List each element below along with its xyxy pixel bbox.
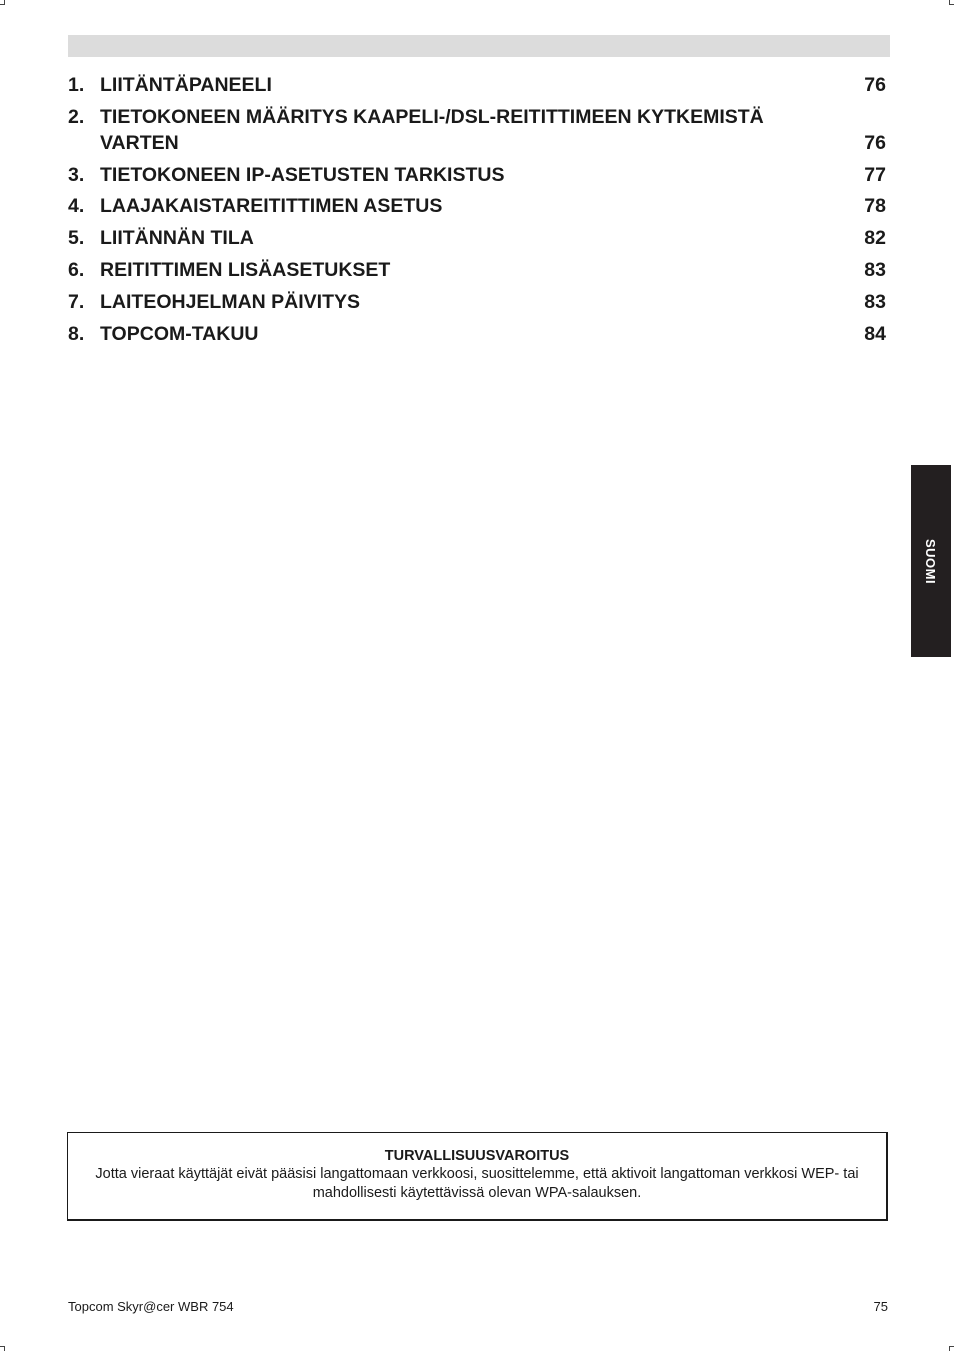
toc-entry-number: 4.: [68, 195, 85, 218]
toc-entry[interactable]: [68, 72, 888, 98]
toc-entry-number: 3.: [68, 163, 85, 186]
toc-entry-number: 8.: [68, 322, 85, 345]
toc-entry-number: 5.: [68, 227, 85, 250]
toc-entry-page: 76: [864, 74, 886, 96]
toc-entry-title: LIITÄNTÄPANEELI: [100, 74, 272, 96]
warning-text: Jotta vieraat käyttäjät eivät pääsisi langattomaan verkkoosi, suosittelemme, että aktivoit langattoman verkkosi WEP- tai mahdollisesti käytettävissä olevan WPA-salauksen.: [95, 1166, 859, 1201]
language-tab-label: SUOMI: [923, 538, 939, 584]
toc-entry[interactable]: [68, 193, 888, 219]
toc-entry-page: 83: [864, 258, 886, 281]
toc-entry[interactable]: [68, 162, 888, 188]
toc-entry-page: 76: [864, 131, 886, 154]
toc-entry-page: 78: [864, 195, 886, 218]
toc-entry-title: TOPCOM-TAKUU: [100, 322, 259, 345]
warning-title: TURVALLISUUSVAROITUS: [384, 1148, 570, 1164]
crop-mark: [4, 0, 5, 5]
crop-mark: [949, 1346, 950, 1351]
toc-entry-title: LIITÄNNÄN TILA: [100, 227, 254, 250]
toc-entry[interactable]: [68, 225, 888, 251]
table-of-contents: [68, 72, 888, 352]
toc-entry-title: LAITEOHJELMAN PÄIVITYS: [100, 290, 361, 313]
toc-entry-page: 84: [864, 322, 886, 345]
toc-entry-title: TIETOKONEEN IP-ASETUSTEN TARKISTUS: [100, 163, 505, 186]
header-bar: [68, 35, 890, 57]
toc-entry-page: 82: [864, 227, 886, 250]
language-tab: [911, 465, 951, 657]
crop-mark: [4, 1346, 5, 1351]
toc-entry[interactable]: [68, 257, 888, 283]
toc-entry[interactable]: [68, 104, 888, 156]
toc-entry-number: 1.: [68, 74, 85, 96]
footer-product-name: Topcom Skyr@cer WBR 754: [68, 1299, 234, 1314]
toc-entry-page: 83: [864, 290, 886, 313]
toc-entry-number: 2.: [68, 105, 85, 128]
crop-mark: [949, 0, 950, 5]
footer-page-number: 75: [873, 1299, 888, 1314]
toc-entry-number: 7.: [68, 290, 85, 313]
toc-entry-title: REITITTIMEN LISÄASETUKSET: [100, 258, 391, 281]
toc-entry-title: LAAJAKAISTAREITITTIMEN ASETUS: [100, 195, 443, 218]
security-warning-box: [67, 1132, 888, 1221]
toc-entry-page: 77: [864, 163, 886, 186]
toc-entry[interactable]: [68, 321, 888, 347]
toc-entry-number: 6.: [68, 258, 85, 281]
toc-entry-title: TIETOKONEEN MÄÄRITYS KAAPELI-/DSL-REITITTIMEEN KYTKEMISTÄ VARTEN: [100, 105, 764, 154]
toc-entry[interactable]: [68, 289, 888, 315]
